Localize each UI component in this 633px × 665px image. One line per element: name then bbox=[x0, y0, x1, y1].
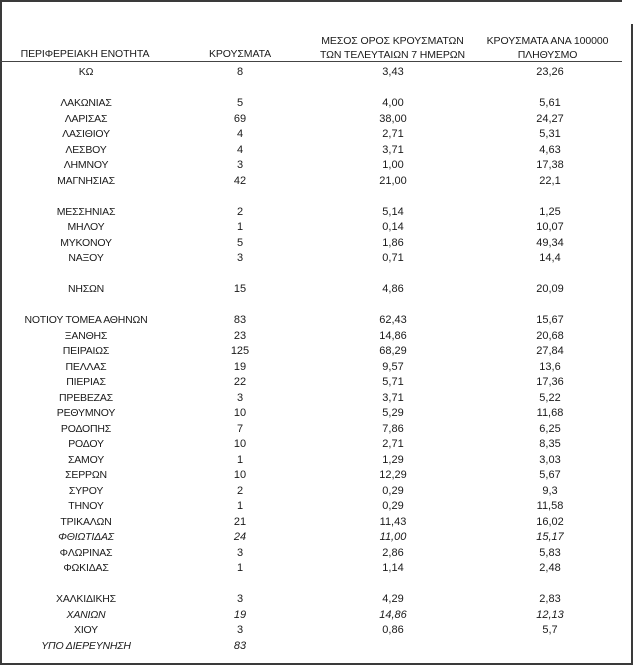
table-row bbox=[0, 96, 633, 111]
table-row bbox=[0, 422, 633, 437]
cell-region: ΠΙΕΡΙΑΣ bbox=[66, 376, 106, 388]
table-row bbox=[0, 484, 633, 499]
cell-avg7: 0,29 bbox=[382, 500, 404, 512]
cell-avg7: 1,29 bbox=[382, 453, 404, 466]
cell-cases: 3 bbox=[236, 391, 244, 404]
cell-cases: 10 bbox=[233, 438, 247, 450]
table-row bbox=[0, 158, 633, 173]
table-row bbox=[0, 313, 633, 328]
table-row bbox=[0, 205, 633, 220]
cell-cases: 4 bbox=[236, 143, 244, 156]
table-row bbox=[0, 499, 633, 514]
cell-per100k: 11,58 bbox=[536, 500, 564, 512]
cell-cases: 23 bbox=[233, 329, 247, 342]
cell-region: ΤΡΙΚΑΛΩΝ bbox=[60, 515, 112, 528]
cell-per100k: 4,63 bbox=[539, 143, 561, 156]
table-row bbox=[0, 453, 633, 468]
cell-cases: 2 bbox=[236, 484, 244, 497]
cell-per100k: 15,67 bbox=[536, 314, 564, 326]
cell-avg7: 5,14 bbox=[382, 205, 404, 218]
table-row bbox=[0, 623, 633, 638]
cell-per100k: 5,67 bbox=[539, 469, 561, 481]
table-row bbox=[0, 236, 633, 251]
cell-avg7: 11,00 bbox=[379, 531, 407, 543]
cell-region: ΚΩ bbox=[78, 66, 94, 78]
cell-per100k: 11,68 bbox=[536, 407, 564, 419]
cell-region: ΛΑΣΙΘΙΟΥ bbox=[62, 128, 110, 140]
cell-cases: 3 bbox=[236, 546, 244, 559]
cell-cases: 1 bbox=[236, 453, 244, 466]
cell-avg7: 4,86 bbox=[382, 283, 404, 295]
cell-cases: 19 bbox=[233, 608, 247, 621]
table-row bbox=[0, 65, 633, 80]
cell-region: ΧΑΝΙΩΝ bbox=[66, 608, 106, 621]
cell-cases: 22 bbox=[233, 376, 247, 388]
cell-region: ΡΟΔΟΠΗΣ bbox=[60, 422, 112, 435]
cell-region: ΝΑΞΟΥ bbox=[68, 252, 104, 264]
cell-region: ΦΩΚΙΔΑΣ bbox=[63, 562, 109, 574]
cell-avg7: 2,86 bbox=[382, 546, 404, 559]
cell-avg7: 1,14 bbox=[382, 562, 404, 574]
cell-region: ΣΕΡΡΩΝ bbox=[65, 469, 107, 481]
cell-region: ΦΘΙΩΤΙΔΑΣ bbox=[58, 531, 114, 543]
cell-cases: 4 bbox=[236, 128, 244, 140]
cell-avg7: 0,71 bbox=[382, 252, 404, 264]
header-avg7 bbox=[310, 34, 475, 62]
cell-avg7: 1,00 bbox=[382, 159, 404, 171]
header-per100k-line2: ΠΛΗΘΥΣΜΟ bbox=[517, 49, 578, 61]
cell-cases: 1 bbox=[236, 562, 244, 574]
cell-region: ΜΑΓΝΗΣΙΑΣ bbox=[57, 174, 115, 187]
table-row bbox=[0, 515, 633, 530]
table-row bbox=[0, 329, 633, 344]
cell-avg7: 4,00 bbox=[382, 97, 404, 109]
cell-per100k: 8,35 bbox=[539, 438, 561, 450]
cell-cases: 5 bbox=[236, 236, 244, 249]
table-row bbox=[0, 546, 633, 561]
cell-avg7: 12,29 bbox=[379, 469, 407, 481]
table-row bbox=[0, 282, 633, 297]
cell-per100k: 5,31 bbox=[539, 128, 561, 140]
cell-region: ΧΙΟΥ bbox=[74, 624, 98, 636]
table-row bbox=[0, 391, 633, 406]
cell-region: ΝΟΤΙΟΥ ΤΟΜΕΑ ΑΘΗΝΩΝ bbox=[24, 314, 148, 326]
header-region bbox=[10, 47, 160, 61]
cell-avg7: 3,71 bbox=[382, 143, 404, 156]
cell-per100k: 27,84 bbox=[536, 345, 564, 357]
cell-cases: 7 bbox=[236, 422, 244, 435]
cell-region: ΡΕΘΥΜΝΟΥ bbox=[56, 407, 116, 419]
cell-avg7: 68,29 bbox=[379, 345, 407, 357]
header-region-label: ΠΕΡΙΦΕΡΕΙΑΚΗ ΕΝΟΤΗΤΑ bbox=[20, 48, 150, 60]
cell-cases: 3 bbox=[236, 159, 244, 171]
cell-cases: 1 bbox=[236, 500, 244, 512]
cell-cases: 10 bbox=[233, 469, 247, 481]
cell-cases: 8 bbox=[236, 66, 244, 78]
table-row bbox=[0, 375, 633, 390]
cell-region: ΛΑΚΩΝΙΑΣ bbox=[60, 97, 112, 109]
table-row bbox=[0, 344, 633, 359]
cell-avg7: 0,86 bbox=[382, 624, 404, 636]
cell-cases: 83 bbox=[233, 314, 247, 326]
cell-cases: 3 bbox=[236, 252, 244, 264]
cell-per100k: 14,4 bbox=[539, 252, 561, 264]
cell-avg7: 4,29 bbox=[382, 593, 404, 605]
cell-per100k: 9,3 bbox=[542, 484, 558, 497]
cell-avg7: 0,14 bbox=[382, 221, 404, 233]
cell-cases: 3 bbox=[236, 624, 244, 636]
cell-region: ΧΑΛΚΙΔΙΚΗΣ bbox=[56, 593, 116, 605]
cell-per100k: 6,25 bbox=[539, 422, 561, 435]
table-row bbox=[0, 406, 633, 421]
header-cases bbox=[190, 47, 290, 61]
cell-region: ΜΕΣΣΗΝΙΑΣ bbox=[56, 205, 116, 218]
table-row bbox=[0, 143, 633, 158]
cell-per100k: 15,17 bbox=[536, 531, 564, 543]
cell-region: ΛΕΣΒΟΥ bbox=[65, 143, 107, 156]
cell-avg7: 2,71 bbox=[382, 438, 404, 450]
cell-region: ΠΡΕΒΕΖΑΣ bbox=[59, 391, 113, 404]
cell-region: ΝΗΣΩΝ bbox=[67, 283, 105, 295]
cell-cases: 15 bbox=[233, 283, 247, 295]
cell-per100k: 20,09 bbox=[536, 283, 564, 295]
cell-region: ΜΥΚΟΝΟΥ bbox=[60, 236, 112, 249]
cell-region: ΛΗΜΝΟΥ bbox=[63, 159, 109, 171]
table-row bbox=[0, 592, 633, 607]
cell-avg7: 62,43 bbox=[379, 314, 407, 326]
cell-cases: 10 bbox=[233, 407, 247, 419]
cell-cases: 69 bbox=[233, 112, 247, 125]
header-per100k bbox=[470, 34, 625, 62]
header-avg7-line1: ΜΕΣΟΣ ΟΡΟΣ ΚΡΟΥΣΜΑΤΩΝ bbox=[321, 35, 464, 47]
table-row bbox=[0, 437, 633, 452]
table-row bbox=[0, 220, 633, 235]
cell-avg7: 2,71 bbox=[382, 128, 404, 140]
table-row bbox=[0, 360, 633, 375]
cell-cases: 3 bbox=[236, 593, 244, 605]
cell-cases: 125 bbox=[230, 345, 250, 357]
cell-per100k: 24,27 bbox=[536, 112, 564, 125]
cell-cases: 2 bbox=[236, 205, 244, 218]
cell-per100k: 5,61 bbox=[539, 97, 561, 109]
cell-per100k: 49,34 bbox=[536, 236, 564, 249]
cell-cases: 21 bbox=[233, 515, 247, 528]
table-row bbox=[0, 174, 633, 189]
table-row bbox=[0, 608, 633, 623]
header-per100k-line1: ΚΡΟΥΣΜΑΤΑ ΑΝΑ 100000 bbox=[486, 35, 609, 47]
cell-region: ΠΕΙΡΑΙΩΣ bbox=[62, 345, 110, 357]
table-row bbox=[0, 530, 633, 545]
header-cases-label: ΚΡΟΥΣΜΑΤΑ bbox=[208, 48, 272, 60]
cell-avg7: 7,86 bbox=[382, 422, 404, 435]
cell-cases: 24 bbox=[233, 531, 247, 543]
cell-per100k: 2,48 bbox=[539, 562, 561, 574]
cell-cases: 19 bbox=[233, 360, 247, 373]
cell-region: ΞΑΝΘΗΣ bbox=[64, 329, 108, 342]
cell-avg7: 9,57 bbox=[382, 360, 404, 373]
cell-per100k: 5,22 bbox=[539, 391, 561, 404]
table-row bbox=[0, 468, 633, 483]
cell-region: ΦΛΩΡΙΝΑΣ bbox=[59, 546, 113, 559]
cell-avg7: 3,43 bbox=[382, 66, 404, 78]
cell-per100k: 5,83 bbox=[539, 546, 561, 559]
cell-region: ΤΗΝΟΥ bbox=[68, 500, 104, 512]
table-row bbox=[0, 251, 633, 266]
cell-region: ΣΑΜΟΥ bbox=[67, 453, 105, 466]
cell-region: ΜΗΛΟΥ bbox=[67, 221, 105, 233]
header-divider bbox=[0, 61, 622, 62]
cell-per100k: 1,25 bbox=[539, 205, 561, 218]
cell-per100k: 13,6 bbox=[539, 360, 561, 373]
cell-per100k: 2,83 bbox=[539, 593, 561, 605]
cell-region: ΥΠΟ ΔΙΕΡΕΥΝΗΣΗ bbox=[41, 639, 131, 652]
frame-top-border bbox=[0, 0, 622, 2]
table-row bbox=[0, 561, 633, 576]
cell-per100k: 17,36 bbox=[536, 376, 564, 388]
cell-cases: 1 bbox=[236, 221, 244, 233]
cell-avg7: 5,71 bbox=[382, 376, 404, 388]
cell-avg7: 0,29 bbox=[382, 484, 404, 497]
cell-per100k: 3,03 bbox=[539, 453, 561, 466]
table-row bbox=[0, 639, 633, 654]
cell-avg7: 14,86 bbox=[379, 608, 407, 621]
cell-avg7: 14,86 bbox=[379, 329, 407, 342]
cell-avg7: 5,29 bbox=[382, 407, 404, 419]
table-row bbox=[0, 127, 633, 142]
cell-cases: 5 bbox=[236, 97, 244, 109]
cell-per100k: 20,68 bbox=[536, 329, 564, 342]
cell-per100k: 22,1 bbox=[539, 174, 561, 187]
cell-per100k: 16,02 bbox=[536, 515, 564, 528]
cell-avg7: 11,43 bbox=[379, 515, 407, 528]
cell-cases: 42 bbox=[233, 174, 247, 187]
cell-region: ΣΥΡΟΥ bbox=[68, 484, 104, 497]
cell-region: ΡΟΔΟΥ bbox=[68, 438, 104, 450]
cell-per100k: 10,07 bbox=[536, 221, 564, 233]
cell-per100k: 5,7 bbox=[542, 624, 558, 636]
cell-per100k: 23,26 bbox=[536, 66, 564, 78]
cell-region: ΠΕΛΛΑΣ bbox=[65, 360, 107, 373]
cell-avg7: 21,00 bbox=[379, 174, 407, 187]
cell-avg7: 1,86 bbox=[382, 236, 404, 249]
cell-region: ΛΑΡΙΣΑΣ bbox=[64, 112, 108, 125]
cell-cases: 83 bbox=[233, 639, 247, 652]
cell-avg7: 38,00 bbox=[379, 112, 407, 125]
cell-avg7: 3,71 bbox=[382, 391, 404, 404]
cell-per100k: 17,38 bbox=[536, 159, 564, 171]
table-row bbox=[0, 112, 633, 127]
cell-per100k: 12,13 bbox=[536, 608, 564, 621]
header-avg7-line2: ΤΩΝ ΤΕΛΕΥΤΑΙΩΝ 7 ΗΜΕΡΩΝ bbox=[320, 49, 465, 61]
